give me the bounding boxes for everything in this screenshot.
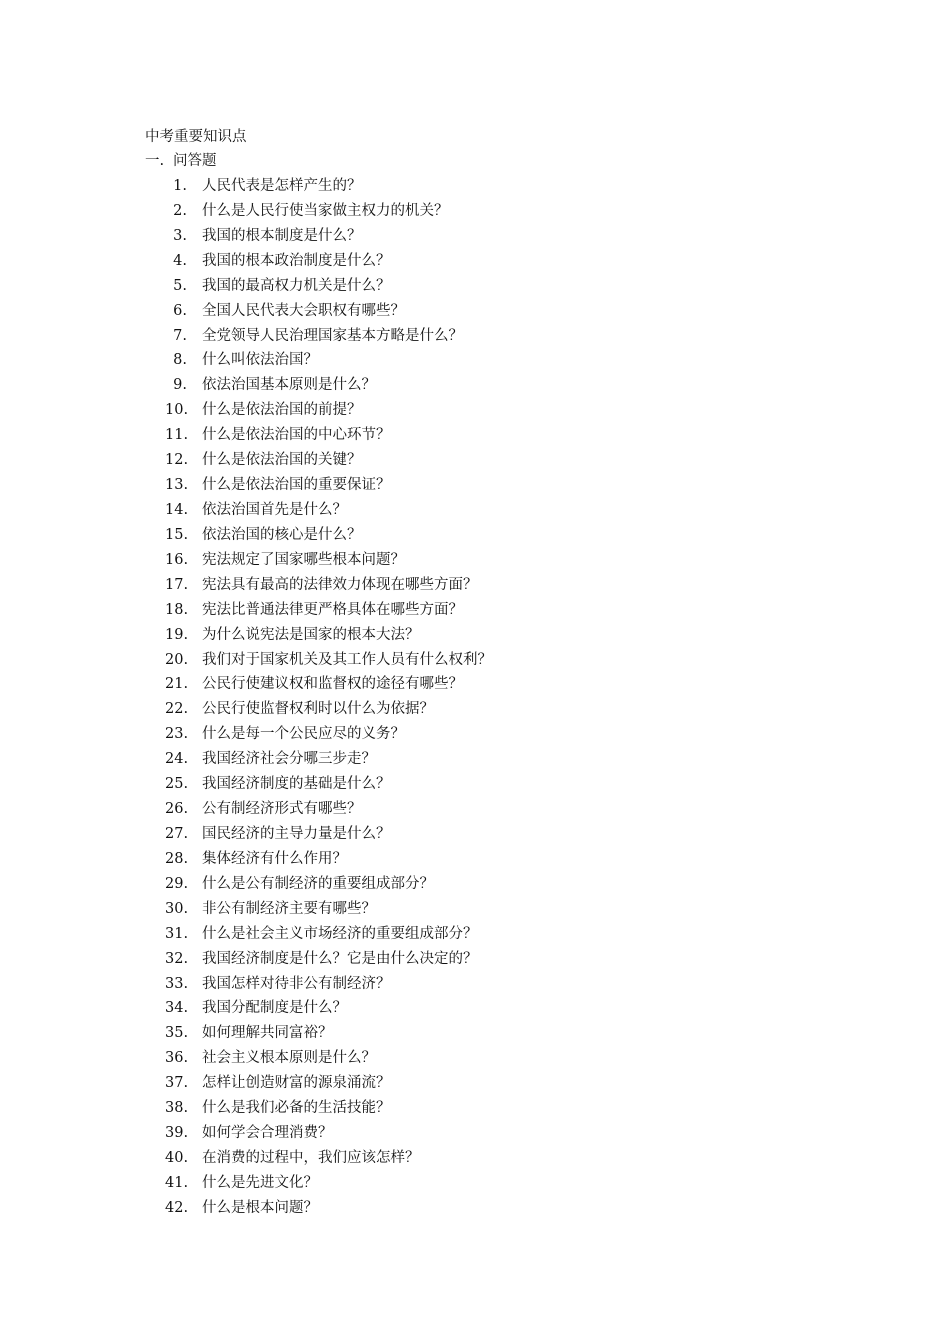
list-item-text: 宪法比普通法律更严格具体在哪些方面？ bbox=[202, 601, 463, 618]
list-item-number: 21. bbox=[165, 676, 189, 693]
list-item-number: 24. bbox=[165, 751, 189, 768]
list-item-text: 什么是先进文化？ bbox=[202, 1174, 318, 1191]
list-item bbox=[165, 301, 492, 326]
list-item-text: 依法治国基本原则是什么？ bbox=[202, 377, 376, 394]
list-item-text: 我国的根本制度是什么？ bbox=[202, 227, 362, 244]
list-item-text: 什么是每一个公民应尽的义务？ bbox=[202, 726, 405, 743]
list-item-text: 国民经济的主导力量是什么？ bbox=[202, 825, 391, 842]
list-item-number: 4. bbox=[173, 252, 187, 269]
list-item-number: 25. bbox=[165, 776, 189, 793]
list-item-text: 公民行使建议权和监督权的途径有哪些？ bbox=[202, 676, 463, 693]
list-item-text: 什么是公有制经济的重要组成部分？ bbox=[202, 875, 434, 892]
list-item-text: 什么是依法治国的中心环节？ bbox=[202, 427, 391, 444]
list-item-text: 公有制经济形式有哪些？ bbox=[202, 801, 362, 818]
list-item-text: 怎样让创造财富的源泉涌流？ bbox=[202, 1075, 391, 1092]
list-item-text: 依法治国的核心是什么？ bbox=[202, 526, 362, 543]
list-item-number: 28. bbox=[165, 850, 189, 867]
list-item bbox=[165, 425, 492, 450]
list-item-text: 在消费的过程中，我们应该怎样？ bbox=[202, 1149, 420, 1166]
list-item-text: 什么是依法治国的前提？ bbox=[202, 402, 362, 419]
list-item-number: 22. bbox=[165, 701, 189, 718]
list-item-number: 15. bbox=[165, 526, 189, 543]
list-item bbox=[165, 1148, 492, 1173]
list-item-number: 40. bbox=[165, 1149, 189, 1166]
list-item bbox=[165, 326, 492, 351]
list-item bbox=[165, 600, 492, 625]
list-item-number: 34. bbox=[165, 1000, 189, 1017]
list-item bbox=[165, 1098, 492, 1123]
list-item bbox=[165, 500, 492, 525]
list-item-number: 3. bbox=[173, 227, 187, 244]
list-item bbox=[165, 550, 492, 575]
list-item bbox=[165, 1198, 492, 1223]
list-item-number: 33. bbox=[165, 975, 189, 992]
list-item-text: 依法治国首先是什么？ bbox=[202, 501, 347, 518]
list-item-number: 29. bbox=[165, 875, 189, 892]
list-item bbox=[165, 949, 492, 974]
list-item-number: 41. bbox=[165, 1174, 189, 1191]
list-item-number: 23. bbox=[165, 726, 189, 743]
list-item-text: 集体经济有什么作用？ bbox=[202, 850, 347, 867]
question-list bbox=[165, 176, 492, 1223]
list-item-number: 39. bbox=[165, 1125, 189, 1142]
list-item bbox=[165, 1023, 492, 1048]
list-item-number: 27. bbox=[165, 825, 189, 842]
list-item-text: 我国分配制度是什么？ bbox=[202, 1000, 347, 1017]
document-title: 中考重要知识点 bbox=[145, 129, 247, 145]
list-item bbox=[165, 251, 492, 276]
list-item bbox=[165, 998, 492, 1023]
list-item-number: 18. bbox=[165, 601, 189, 618]
list-item-text: 全国人民代表大会职权有哪些？ bbox=[202, 302, 405, 319]
list-item bbox=[165, 276, 492, 301]
list-item bbox=[165, 176, 492, 201]
list-item-text: 什么是我们必备的生活技能？ bbox=[202, 1100, 391, 1117]
list-item bbox=[165, 724, 492, 749]
list-item-number: 1. bbox=[173, 178, 187, 194]
list-item-number: 13. bbox=[165, 477, 189, 494]
list-item-number: 17. bbox=[165, 576, 189, 593]
list-item-number: 2. bbox=[173, 202, 187, 219]
list-item bbox=[165, 699, 492, 724]
list-item-number: 9. bbox=[173, 377, 187, 394]
list-item bbox=[165, 749, 492, 774]
list-item bbox=[165, 974, 492, 999]
list-item-number: 5. bbox=[173, 277, 187, 294]
list-item bbox=[165, 1048, 492, 1073]
list-item-text: 我国经济社会分哪三步走？ bbox=[202, 751, 376, 768]
list-item-number: 31. bbox=[165, 925, 189, 942]
list-item-text: 为什么说宪法是国家的根本大法？ bbox=[202, 626, 420, 643]
list-item bbox=[165, 799, 492, 824]
list-item-number: 32. bbox=[165, 950, 189, 967]
list-item-text: 公民行使监督权利时以什么为依据？ bbox=[202, 701, 434, 718]
list-item-text: 非公有制经济主要有哪些？ bbox=[202, 900, 376, 917]
list-item bbox=[165, 650, 492, 675]
list-item-number: 26. bbox=[165, 801, 189, 818]
section-heading-text: 问答题 bbox=[173, 153, 217, 169]
list-item-text: 人民代表是怎样产生的？ bbox=[202, 178, 362, 194]
list-item bbox=[165, 625, 492, 650]
list-item-number: 20. bbox=[165, 651, 189, 668]
list-item-text: 什么叫依法治国？ bbox=[202, 352, 318, 369]
list-item bbox=[165, 400, 492, 425]
list-item-text: 全党领导人民治理国家基本方略是什么？ bbox=[202, 327, 463, 344]
list-item-text: 我国怎样对待非公有制经济？ bbox=[202, 975, 391, 992]
list-item-text: 什么是依法治国的重要保证？ bbox=[202, 477, 391, 494]
list-item-text: 什么是人民行使当家做主权力的机关？ bbox=[202, 202, 449, 219]
list-item bbox=[165, 201, 492, 226]
list-item bbox=[165, 475, 492, 500]
list-item bbox=[165, 226, 492, 251]
list-item-text: 什么是依法治国的关键？ bbox=[202, 452, 362, 469]
list-item-text: 社会主义根本原则是什么？ bbox=[202, 1050, 376, 1067]
list-item-text: 我国经济制度的基础是什么？ bbox=[202, 776, 391, 793]
list-item bbox=[165, 1073, 492, 1098]
list-item-number: 8. bbox=[173, 352, 187, 369]
list-item-number: 12. bbox=[165, 452, 189, 469]
list-item-number: 30. bbox=[165, 900, 189, 917]
list-item bbox=[165, 849, 492, 874]
list-item bbox=[165, 350, 492, 375]
list-item-number: 16. bbox=[165, 551, 189, 568]
list-item bbox=[165, 899, 492, 924]
list-item bbox=[165, 774, 492, 799]
list-item-text: 如何理解共同富裕？ bbox=[202, 1025, 333, 1042]
list-item bbox=[165, 674, 492, 699]
section-number: 一. bbox=[145, 153, 165, 169]
list-item-number: 35. bbox=[165, 1025, 189, 1042]
list-item bbox=[165, 450, 492, 475]
list-item-text: 我国经济制度是什么？它是由什么决定的？ bbox=[202, 950, 478, 967]
list-item-text: 宪法规定了国家哪些根本问题？ bbox=[202, 551, 405, 568]
list-item-number: 7. bbox=[173, 327, 187, 344]
section-heading bbox=[145, 151, 217, 171]
list-item bbox=[165, 924, 492, 949]
list-item-text: 我国的根本政治制度是什么？ bbox=[202, 252, 391, 269]
list-item bbox=[165, 375, 492, 400]
list-item bbox=[165, 575, 492, 600]
list-item-number: 10. bbox=[165, 402, 189, 419]
list-item-number: 11. bbox=[165, 427, 189, 444]
list-item bbox=[165, 525, 492, 550]
list-item-number: 36. bbox=[165, 1050, 189, 1067]
list-item-number: 42. bbox=[165, 1199, 189, 1216]
list-item-number: 37. bbox=[165, 1075, 189, 1092]
list-item-text: 宪法具有最高的法律效力体现在哪些方面？ bbox=[202, 576, 478, 593]
list-item-number: 38. bbox=[165, 1100, 189, 1117]
list-item-text: 什么是社会主义市场经济的重要组成部分？ bbox=[202, 925, 478, 942]
list-item-text: 我们对于国家机关及其工作人员有什么权利？ bbox=[202, 651, 492, 668]
list-item-text: 我国的最高权力机关是什么？ bbox=[202, 277, 391, 294]
list-item-text: 如何学会合理消费？ bbox=[202, 1125, 333, 1142]
list-item bbox=[165, 1123, 492, 1148]
list-item bbox=[165, 874, 492, 899]
list-item bbox=[165, 1173, 492, 1198]
list-item bbox=[165, 824, 492, 849]
list-item-number: 14. bbox=[165, 501, 189, 518]
list-item-text: 什么是根本问题？ bbox=[202, 1199, 318, 1216]
list-item-number: 19. bbox=[165, 626, 189, 643]
list-item-number: 6. bbox=[173, 302, 187, 319]
